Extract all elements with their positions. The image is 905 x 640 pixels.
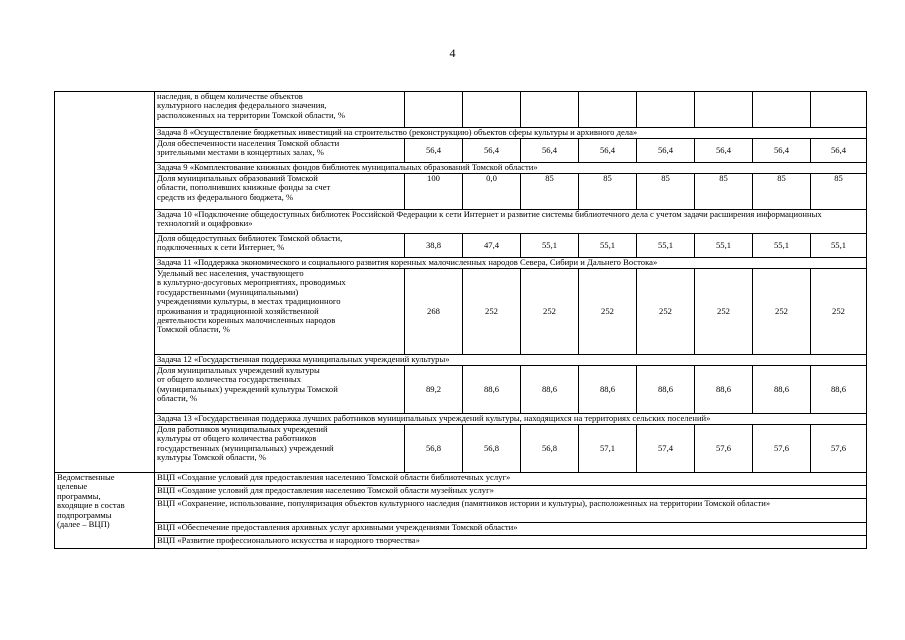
indicator-value: 88,6 xyxy=(695,366,753,414)
indicator-value: 252 xyxy=(463,269,521,355)
indicator-label: Доля общедоступных библиотек Томской области, подключенных к сети Интернет, % xyxy=(155,234,405,258)
indicator-row xyxy=(55,425,867,473)
indicator-value: 85 xyxy=(579,174,637,210)
indicator-value: 85 xyxy=(521,174,579,210)
indicator-value xyxy=(695,92,753,128)
indicator-value: 56,4 xyxy=(695,139,753,163)
indicator-value: 55,1 xyxy=(695,234,753,258)
indicator-value: 252 xyxy=(811,269,867,355)
indicator-value: 55,1 xyxy=(521,234,579,258)
indicator-value: 252 xyxy=(521,269,579,355)
vcp-row xyxy=(55,486,867,499)
task-title: Задача 10 «Подключение общедоступных библиотек Российской Федерации к сети Интернет и развитие системы библиотечного дела с учетом задачи расширения информационных технологий и оцифровки» xyxy=(155,210,867,234)
indicator-value: 88,6 xyxy=(753,366,811,414)
indicator-value xyxy=(521,92,579,128)
indicator-label: наследия, в общем количестве объектов культурного наследия федерального значения, расположенных на территории Томской области, % xyxy=(155,92,405,128)
indicator-row xyxy=(55,92,867,128)
indicator-label: Доля муниципальных образований Томской области, пополнивших книжные фонды за счет средств из федерального бюджета, % xyxy=(155,174,405,210)
task-row xyxy=(55,210,867,234)
indicator-value: 88,6 xyxy=(579,366,637,414)
vcp-item: ВЦП «Обеспечение предоставления архивных услуг архивными учреждениями Томской области» xyxy=(155,523,867,536)
task-title: Задача 13 «Государственная поддержка лучших работников муниципальных учреждений культуры, находящихся на территориях сельских поселений» xyxy=(155,414,867,425)
indicator-value: 57,1 xyxy=(579,425,637,473)
indicator-label: Доля обеспеченности населения Томской области зрительными местами в концертных залах, % xyxy=(155,139,405,163)
indicator-value: 252 xyxy=(637,269,695,355)
indicator-value: 88,6 xyxy=(811,366,867,414)
indicator-row xyxy=(55,234,867,258)
task-row xyxy=(55,163,867,174)
indicator-value: 56,4 xyxy=(463,139,521,163)
indicator-value: 89,2 xyxy=(405,366,463,414)
task-row xyxy=(55,128,867,139)
indicator-value: 88,6 xyxy=(463,366,521,414)
vcp-row xyxy=(55,499,867,523)
indicator-value: 55,1 xyxy=(579,234,637,258)
task-title: Задача 9 «Комплектование книжных фондов библиотек муниципальных образований Томской области» xyxy=(155,163,867,174)
vcp-row xyxy=(55,536,867,549)
indicator-value: 47,4 xyxy=(463,234,521,258)
indicator-value: 252 xyxy=(695,269,753,355)
indicator-row xyxy=(55,139,867,163)
indicator-value: 100 xyxy=(405,174,463,210)
task-row xyxy=(55,355,867,366)
indicator-value xyxy=(811,92,867,128)
empty-left-cell xyxy=(55,92,155,473)
vcp-item: ВЦП «Создание условий для предоставления населению Томской области библиотечных услуг» xyxy=(155,473,867,486)
indicator-value: 55,1 xyxy=(753,234,811,258)
indicators-table xyxy=(54,91,867,549)
indicator-row xyxy=(55,174,867,210)
indicator-value: 56,4 xyxy=(811,139,867,163)
indicator-value: 55,1 xyxy=(811,234,867,258)
indicator-value: 56,4 xyxy=(521,139,579,163)
indicator-row xyxy=(55,366,867,414)
indicator-value: 0,0 xyxy=(463,174,521,210)
indicator-value: 56,4 xyxy=(637,139,695,163)
task-title: Задача 11 «Поддержка экономического и социального развития коренных малочисленных народов Севера, Сибири и Дальнего Востока» xyxy=(155,258,867,269)
indicator-value xyxy=(753,92,811,128)
indicator-value: 57,6 xyxy=(695,425,753,473)
indicator-value: 57,4 xyxy=(637,425,695,473)
indicator-label: Доля муниципальных учреждений культуры от общего количества государственных (муниципальных) учреждений культуры Томской области, % xyxy=(155,366,405,414)
indicator-value: 88,6 xyxy=(637,366,695,414)
indicator-value xyxy=(579,92,637,128)
vcp-row xyxy=(55,523,867,536)
vcp-item: ВЦП «Создание условий для предоставления населению Томской области музейных услуг» xyxy=(155,486,867,499)
indicator-value: 85 xyxy=(811,174,867,210)
indicator-value: 56,8 xyxy=(405,425,463,473)
indicator-value: 56,4 xyxy=(579,139,637,163)
indicator-value: 85 xyxy=(753,174,811,210)
indicator-value: 252 xyxy=(579,269,637,355)
task-row xyxy=(55,258,867,269)
indicator-value: 56,4 xyxy=(405,139,463,163)
indicator-value xyxy=(463,92,521,128)
indicator-value: 55,1 xyxy=(637,234,695,258)
indicator-value: 85 xyxy=(695,174,753,210)
indicator-value: 57,6 xyxy=(811,425,867,473)
indicator-value: 268 xyxy=(405,269,463,355)
page-number: 4 xyxy=(449,46,456,60)
indicator-value: 38,8 xyxy=(405,234,463,258)
indicator-row xyxy=(55,269,867,355)
indicator-value xyxy=(405,92,463,128)
indicator-value: 88,6 xyxy=(521,366,579,414)
indicator-value: 56,8 xyxy=(521,425,579,473)
task-title: Задача 8 «Осуществление бюджетных инвестиций на строительство (реконструкцию) объектов сферы культуры и архивного дела» xyxy=(155,128,867,139)
indicator-value: 85 xyxy=(637,174,695,210)
indicator-value xyxy=(637,92,695,128)
vcp-row xyxy=(55,473,867,486)
indicator-label: Доля работников муниципальных учреждений культуры от общего количества работников государственных (муниципальных) учреждений культуры Томской области, % xyxy=(155,425,405,473)
vcp-section-label: Ведомственные целевые программы, входящие в состав подпрограммы (далее – ВЦП) xyxy=(55,473,155,549)
indicator-value: 57,6 xyxy=(753,425,811,473)
task-title: Задача 12 «Государственная поддержка муниципальных учреждений культуры» xyxy=(155,355,867,366)
indicator-value: 56,4 xyxy=(753,139,811,163)
vcp-item: ВЦП «Сохранение, использование, популяризация объектов культурного наследия (памятников истории и культуры), расположенных на территории Томской области» xyxy=(155,499,867,523)
indicator-value: 56,8 xyxy=(463,425,521,473)
vcp-item: ВЦП «Развитие профессионального искусства и народного творчества» xyxy=(155,536,867,549)
indicator-label: Удельный вес населения, участвующего в культурно-досуговых мероприятиях, проводимых государственными (муниципальными) учреждениями культуры, в местах традиционного проживания и традиционной хозяйственной деятельности коренных малочисленных народов Томской области, % xyxy=(155,269,405,355)
indicator-value: 252 xyxy=(753,269,811,355)
task-row xyxy=(55,414,867,425)
